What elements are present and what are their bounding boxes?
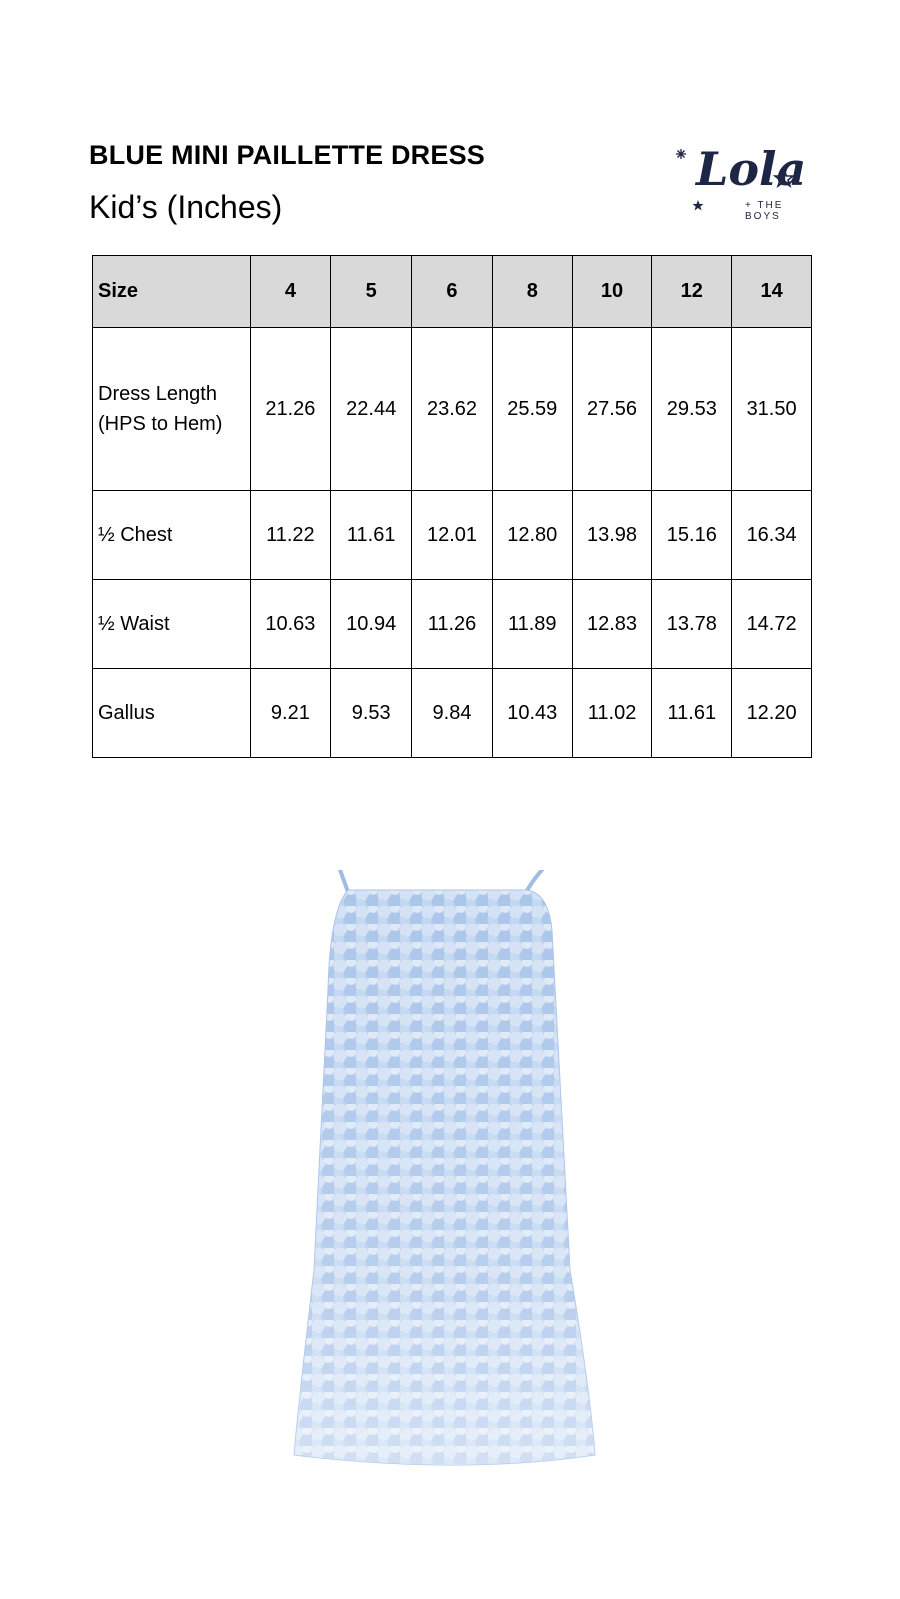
table-row xyxy=(93,328,812,491)
size-header-cell: 6 xyxy=(412,256,493,328)
size-header-cell: 5 xyxy=(331,256,412,328)
right-strap xyxy=(526,870,552,892)
measurement-cell: 15.16 xyxy=(652,491,732,580)
measurement-cell: 25.59 xyxy=(492,328,572,491)
measurement-cell: 11.61 xyxy=(652,669,732,758)
dress-product-image xyxy=(290,870,620,1490)
size-header-cell: 12 xyxy=(652,256,732,328)
measurement-cell: 11.26 xyxy=(412,580,493,669)
measurement-cell: 9.53 xyxy=(331,669,412,758)
table-row xyxy=(93,669,812,758)
measurement-cell: 16.34 xyxy=(732,491,812,580)
measurement-cell: 21.26 xyxy=(250,328,331,491)
measurement-cell: 11.02 xyxy=(572,669,652,758)
measurement-cell: 23.62 xyxy=(412,328,493,491)
size-header-cell: 14 xyxy=(732,256,812,328)
measurement-cell: 14.72 xyxy=(732,580,812,669)
row-label: ½ Chest xyxy=(93,491,251,580)
measurement-cell: 10.63 xyxy=(250,580,331,669)
measurement-cell: 9.84 xyxy=(412,669,493,758)
brand-logo xyxy=(676,140,816,222)
size-header-label: Size xyxy=(93,256,251,328)
measurement-cell: 31.50 xyxy=(732,328,812,491)
measurement-cell: 12.80 xyxy=(492,491,572,580)
row-label xyxy=(93,328,251,491)
left-strap xyxy=(336,870,348,892)
logo-tagline: + THE BOYS xyxy=(745,200,784,222)
measurement-cell: 29.53 xyxy=(652,328,732,491)
measurement-cell: 12.20 xyxy=(732,669,812,758)
measurement-cell: 13.98 xyxy=(572,491,652,580)
size-header-row xyxy=(93,256,812,328)
unit-subtitle: Kid’s (Inches) xyxy=(89,189,283,225)
size-chart-table xyxy=(92,255,812,758)
logo-wordmark: Lola xyxy=(696,142,807,196)
product-title: BLUE MINI PAILLETTE DRESS xyxy=(89,140,486,170)
size-header-cell: 10 xyxy=(572,256,652,328)
row-label-text: Dress Length (HPS to Hem) xyxy=(98,383,223,435)
row-label: ½ Waist xyxy=(93,580,251,669)
table-row xyxy=(93,580,812,669)
measurement-cell: 27.56 xyxy=(572,328,652,491)
measurement-cell: 11.89 xyxy=(492,580,572,669)
dress-shine xyxy=(294,890,595,1465)
table-row xyxy=(93,491,812,580)
measurement-cell: 13.78 xyxy=(652,580,732,669)
measurement-cell: 9.21 xyxy=(250,669,331,758)
measurement-cell: 11.61 xyxy=(331,491,412,580)
measurement-cell: 11.22 xyxy=(250,491,331,580)
measurement-cell: 22.44 xyxy=(331,328,412,491)
measurement-cell: 12.01 xyxy=(412,491,493,580)
measurement-cell: 10.94 xyxy=(331,580,412,669)
size-header-cell: 4 xyxy=(250,256,331,328)
measurement-cell: 12.83 xyxy=(572,580,652,669)
size-header-cell: 8 xyxy=(492,256,572,328)
row-label: Gallus xyxy=(93,669,251,758)
measurement-cell: 10.43 xyxy=(492,669,572,758)
